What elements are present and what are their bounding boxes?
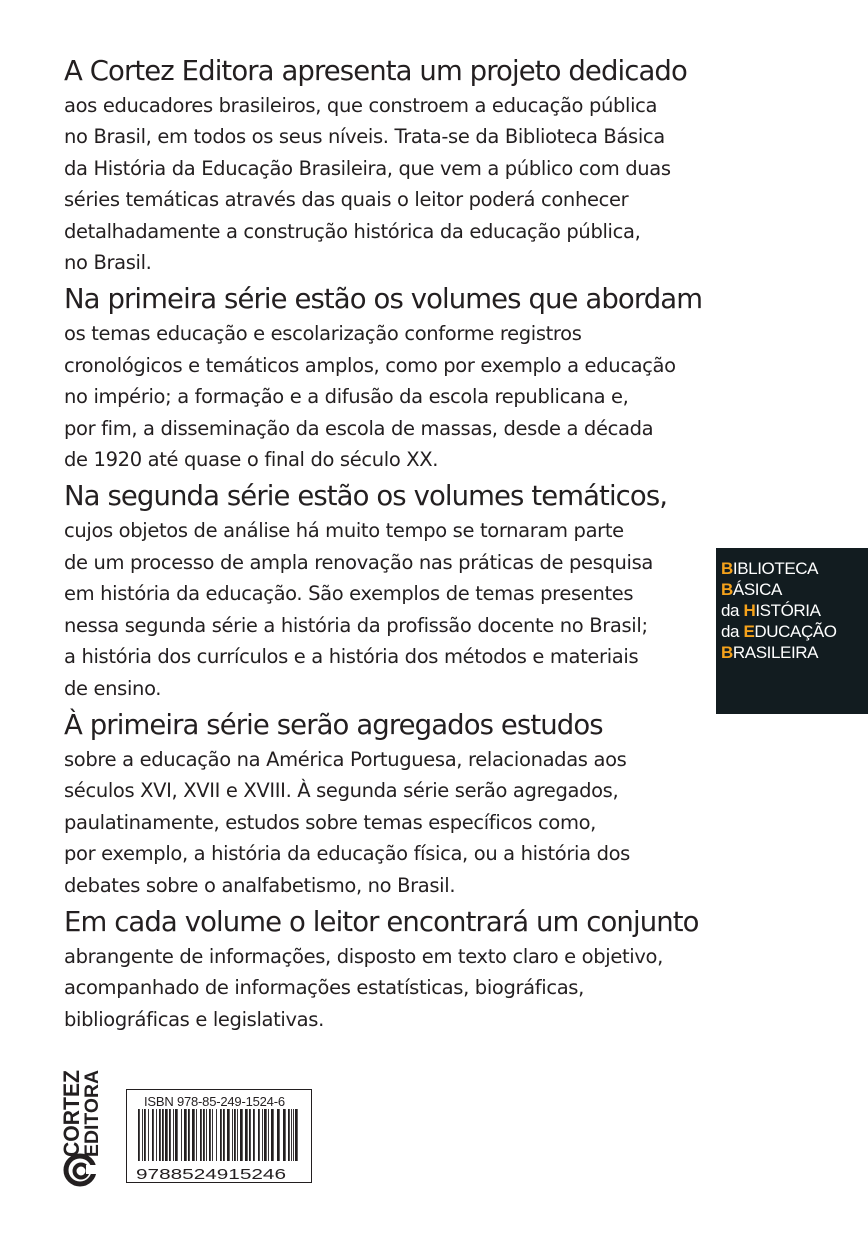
paragraph-line: abrangente de informações, disposto em texto claro e objetivo, [64, 944, 663, 968]
barcode-digits: 9788524915246 [136, 1166, 286, 1183]
barcode-bar [245, 1109, 248, 1161]
barcode-bar [138, 1109, 140, 1161]
barcode-bar [196, 1109, 197, 1161]
paragraph-line: a história dos currículos e a história dos métodos e materiais [64, 645, 639, 669]
series-line-rest: IBLIOTECA [732, 559, 819, 578]
logo-swirl-icon [66, 1156, 100, 1184]
barcode-bar [249, 1109, 251, 1161]
paragraph-line: sobre a educação na América Portuguesa, relacionadas aos [64, 747, 627, 771]
paragraph-line: acompanhado de informações estatísticas, biográficas, [64, 976, 584, 1000]
series-line-rest: ISTÓRIA [755, 601, 821, 620]
barcode-bar [258, 1109, 260, 1161]
series-line-rest: ÁSICA [732, 580, 782, 599]
series-title-line [721, 580, 782, 600]
paragraph [64, 52, 704, 278]
barcode-bar [169, 1109, 171, 1161]
series-title-line [721, 559, 818, 579]
series-line-initial: B [721, 559, 733, 578]
barcode-bar [142, 1109, 143, 1161]
barcode-bar [188, 1109, 190, 1161]
barcode-bar [264, 1109, 267, 1161]
paragraph-line: em história da educação. São exemplos de temas presentes [64, 582, 634, 606]
barcode-bar [144, 1109, 146, 1161]
paragraph [64, 280, 704, 475]
paragraph-line: aos educadores brasileiros, que constroem a educação pública [64, 94, 658, 117]
paragraph-line: de um processo de ampla renovação nas práticas de pesquisa [64, 550, 653, 574]
series-line-prefix: da [721, 601, 744, 620]
barcode-bar [152, 1109, 154, 1161]
barcode-bar [159, 1109, 161, 1161]
barcode-bar [232, 1109, 233, 1161]
paragraph-line: de ensino. [64, 676, 162, 700]
barcode-bar [148, 1109, 149, 1161]
paragraph [64, 477, 704, 703]
barcode-bar [212, 1109, 213, 1161]
paragraph-line: cujos objetos de análise há muito tempo se tornaram parte [64, 519, 624, 543]
barcode-bar [262, 1109, 263, 1161]
barcode-bar [253, 1109, 255, 1161]
barcode-bar [288, 1109, 290, 1161]
barcode-bar [271, 1109, 274, 1161]
barcode-bar [206, 1109, 207, 1161]
series-line-rest: DUCAÇÃO [754, 622, 837, 641]
barcode-bar [162, 1109, 164, 1161]
barcode-bar [240, 1109, 243, 1161]
paragraph-line: nessa segunda série a história da profissão docente no Brasil; [64, 613, 648, 637]
barcode-bar [175, 1109, 178, 1161]
paragraph-line: os temas educação e escolarização conforme registros [64, 322, 582, 346]
barcode-bar [173, 1109, 174, 1161]
paragraph-line: paulatinamente, estudos sobre temas específicos como, [64, 810, 597, 834]
barcode-bar [209, 1109, 211, 1161]
series-line-initial: H [743, 601, 756, 620]
paragraph-line: no Brasil, em todos os seus níveis. Trata-se da Biblioteca Básica [64, 125, 665, 149]
series-line-initial: E [743, 622, 755, 641]
barcode-bar [227, 1109, 230, 1161]
back-cover-text [64, 52, 704, 1037]
paragraph-lead: A Cortez Editora apresenta um projeto dedicado [64, 55, 687, 87]
paragraph-lead: À primeira série serão agregados estudos [64, 708, 603, 741]
paragraph-line: séculos XVI, XVII e XVIII. À segunda série serão agregados, [64, 779, 619, 803]
series-line-rest: RASILEIRA [732, 643, 819, 662]
barcode-bar [295, 1109, 298, 1161]
logo-word-editora: EDITORA [82, 1071, 103, 1157]
logo-word-cortez: CORTEZ [59, 1066, 84, 1157]
barcode-bar [234, 1109, 236, 1161]
series-line-initial: B [721, 643, 733, 662]
barcode-bar [220, 1109, 222, 1161]
series-line-prefix: da [721, 622, 744, 641]
barcode-bar [203, 1109, 205, 1161]
paragraph-lead: Em cada volume o leitor encontrará um conjunto [64, 905, 699, 938]
paragraph-line: da História da Educação Brasileira, que vem a público com duas [64, 156, 671, 180]
paragraph-lead: Na segunda série estão os volumes temáticos, [64, 480, 668, 513]
barcode-bar [181, 1109, 182, 1161]
barcode-bar [268, 1109, 269, 1161]
paragraph [64, 903, 704, 1035]
barcode-bar [291, 1109, 292, 1161]
series-title-line [721, 643, 818, 663]
paragraph-line: no Brasil. [64, 251, 152, 275]
barcode-bar [200, 1109, 202, 1161]
isbn-barcode [134, 1109, 306, 1181]
series-title-line [721, 601, 821, 621]
paragraph-line: por fim, a disseminação da escola de massas, desde a década [64, 416, 654, 440]
series-title-box [716, 548, 868, 714]
barcode-bar [216, 1109, 217, 1161]
paragraph-line: no império; a formação e a difusão da escola republicana e, [64, 385, 629, 409]
series-line-initial: B [721, 580, 733, 599]
cortez-editora-logo [59, 1066, 103, 1188]
paragraph-line: por exemplo, a história da educação física, ou a história dos [64, 842, 630, 866]
barcode-bar [184, 1109, 187, 1161]
paragraph-lead: Na primeira série estão os volumes que abordam [64, 283, 703, 316]
barcode-bar [277, 1109, 280, 1161]
paragraph-line: debates sobre o analfabetismo, no Brasil. [64, 873, 456, 897]
barcode-bar [165, 1109, 168, 1161]
paragraph-line: cronológicos e temáticos amplos, como por exemplo a educação [64, 353, 676, 377]
barcode-bar [293, 1109, 294, 1161]
paragraph [64, 706, 704, 901]
series-title-line [721, 622, 837, 642]
barcode-bar [283, 1109, 286, 1161]
barcode-bar [192, 1109, 195, 1161]
barcode-bar [223, 1109, 225, 1161]
isbn-label: ISBN 978-85-249-1524-6 [144, 1094, 285, 1109]
paragraph-line: detalhadamente a construção histórica da educação pública, [64, 219, 641, 243]
barcode-bar [237, 1109, 238, 1161]
paragraph-line: bibliográficas e legislativas. [64, 1007, 324, 1031]
paragraph-line: séries temáticas através das quais o leitor poderá conhecer [64, 188, 629, 212]
paragraph-line: de 1920 até quase o final do século XX. [64, 448, 439, 472]
barcode-bar [156, 1109, 157, 1161]
